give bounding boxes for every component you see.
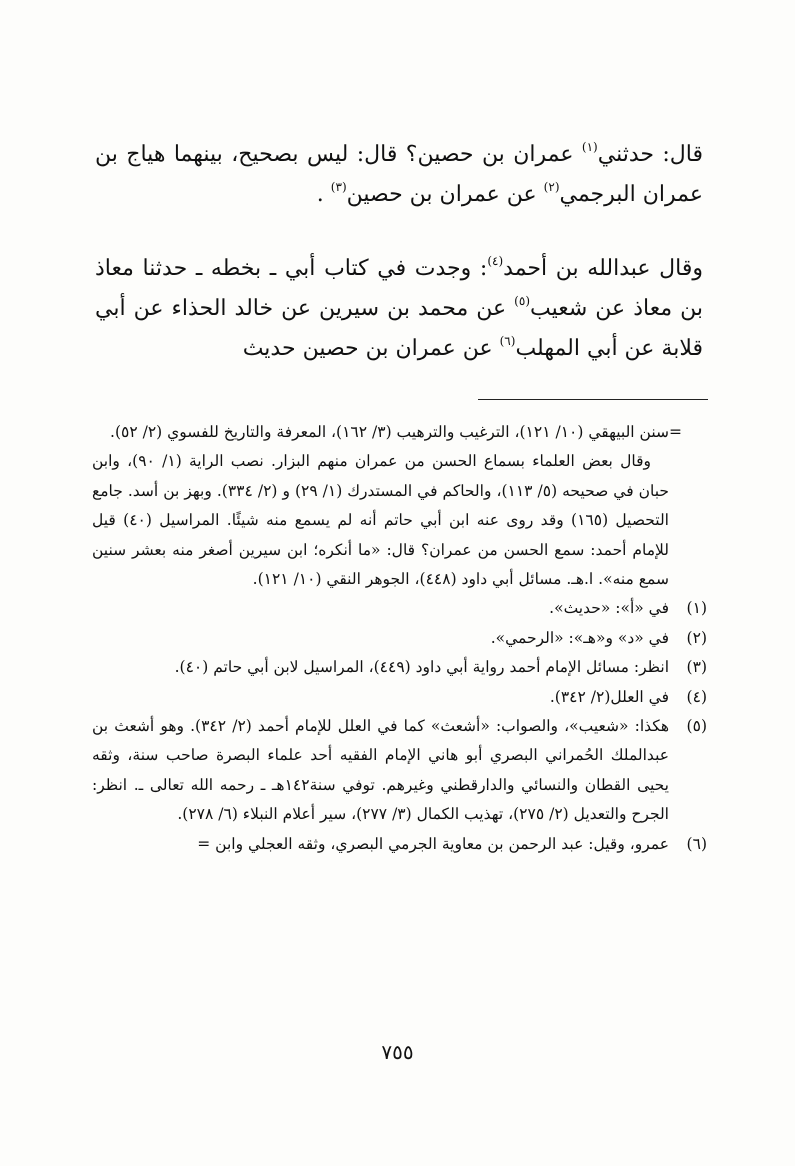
- footnote-continuation-2: [92, 447, 707, 594]
- para2-text-a: وقال عبدالله بن أحمد: [503, 256, 703, 281]
- main-paragraph-1: [95, 135, 703, 215]
- footnote-number: (٥): [686, 717, 707, 736]
- para1-text-a: قال: حدثني: [597, 142, 704, 167]
- footnote-2: [92, 624, 707, 653]
- footnote-number: (١): [686, 599, 707, 618]
- continuation-text-2: وقال بعض العلماء بسماع الحسن من عمران منهم البزار. نصب الراية (١/ ٩٠)، وابن حبان في صحيحه (٥/ ١١٣)، والحاكم في المستدرك (١/ ٢٩) و (٢/ ٣٣٤). وبهز بن أسد. جامع التحصيل (١٦٥) وقد روى عنه ابن أبي حاتم أنه لم يسمع منه شيئًا. المراسيل (٤٠) قيل للإمام أحمد: سمع الحسن من عمران؟ قال: «ما أنكره؛ ابن سيرين أصغر منه بعشر سنين سمع منه». ا.هـ. مسائل أبي داود (٤٤٨)، الجوهر النقي (١٠/ ١٢١).: [92, 452, 669, 589]
- footnote-ref-2[interactable]: (٢): [543, 180, 560, 194]
- para1-text-b: عمران بن حصين؟ قال: ليس بصحيح، بينهما هياج بن عمران البرجمي: [95, 142, 703, 207]
- footnote-separator: [478, 399, 708, 400]
- footnote-5: [92, 712, 707, 830]
- footnote-text: عمرو، وقيل: عبد الرحمن بن معاوية الجرمي البصري، وثقه العجلي وابن =: [197, 834, 669, 853]
- footnote-4: [92, 683, 707, 712]
- footnote-ref-6[interactable]: (٦): [499, 334, 516, 348]
- main-paragraph-2: [95, 249, 703, 369]
- para1-text-c: عن عمران بن حصين: [346, 182, 537, 207]
- footnote-number: (٤): [686, 687, 707, 706]
- footnote-continuation: [92, 418, 707, 447]
- page-number: ٧٥٥: [381, 1040, 414, 1064]
- footnote-number: (٣): [686, 658, 707, 677]
- continuation-marker: =: [669, 423, 682, 441]
- para2-text-d: عن عمران بن حصين حديث: [242, 336, 493, 361]
- footnote-ref-5[interactable]: (٥): [514, 294, 530, 308]
- footnote-1: [92, 594, 707, 623]
- footnote-text: في «د» و«هـ»: «الرحمي».: [490, 628, 669, 647]
- continuation-text: سنن البيهقي (١٠/ ١٢١)، الترغيب والترهيب (٣/ ١٦٢)، المعرفة والتاريخ للفسوي (٢/ ٥٢).: [110, 423, 669, 441]
- footnote-number: (٢): [686, 628, 707, 647]
- footnote-3: [92, 653, 707, 682]
- footnote-number: (٦): [686, 834, 707, 853]
- footnote-text: في «أ»: «حديث».: [549, 599, 669, 618]
- footnotes: [92, 418, 707, 859]
- footnote-ref-4[interactable]: (٤): [487, 254, 504, 268]
- para2-text-c: عن محمد بن سيرين عن خالد الحذاء عن أبي قلابة عن أبي المهلب: [95, 296, 703, 361]
- footnote-6: [92, 830, 707, 859]
- footnote-text: انظر: مسائل الإمام أحمد رواية أبي داود (٤٤٩)، المراسيل لابن أبي حاتم (٤٠).: [174, 658, 669, 677]
- footnote-text: هكذا: «شعيب»، والصواب: «أشعث» كما في العلل للإمام أحمد (٢/ ٣٤٢). وهو أشعث بن عبدالملك الحُمراني البصري أبو هاني الإمام الفقيه أحد علماء البصرة صاحب سنة، وثقه يحيى القطان والنسائي والدارقطني وغيرهم. توفي سنة١٤٢هـ ـ رحمه الله تعالى ـ. انظر: الجرح والتعديل (٢/ ٢٧٥)، تهذيب الكمال (٣/ ٢٧٧)، سير أعلام النبلاء (٦/ ٢٧٨).: [92, 717, 669, 824]
- footnote-ref-3[interactable]: (٣): [330, 180, 347, 194]
- footnote-ref-1[interactable]: (١): [581, 140, 598, 154]
- para1-text-d: .: [316, 182, 324, 207]
- footnote-text: في العلل(٢/ ٣٤٢).: [549, 687, 669, 706]
- para2-text-b: : وجدت في كتاب أبي ـ بخطه ـ حدثنا معاذ بن معاذ عن شعيب: [95, 256, 703, 321]
